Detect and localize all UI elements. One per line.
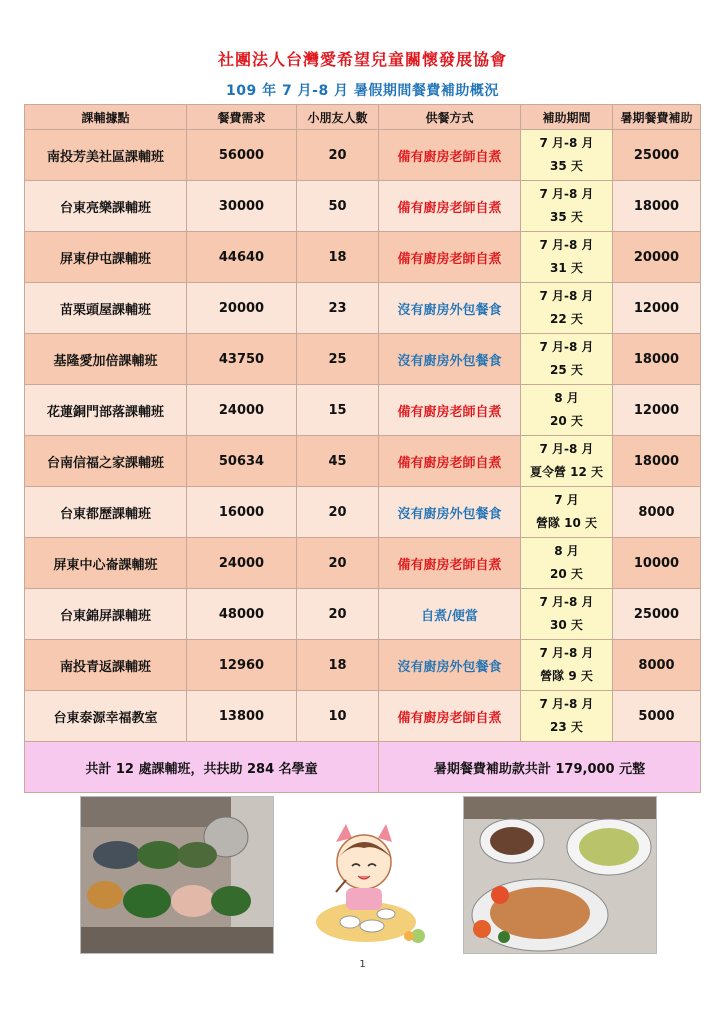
site-cell: 台東泰源幸福教室 <box>25 691 187 742</box>
column-header: 課輔據點 <box>25 105 187 130</box>
summary-students: 共計 12 處課輔班，共扶助 284 名學童 <box>25 742 379 793</box>
kids-count-cell: 18 <box>297 232 379 283</box>
site-cell: 台東亮樂課輔班 <box>25 181 187 232</box>
column-header: 餐費需求 <box>187 105 297 130</box>
food-photo-plates <box>463 796 657 954</box>
meal-need-cell: 13800 <box>187 691 297 742</box>
meal-method-cell: 沒有廚房外包餐食 <box>379 334 521 385</box>
meal-method-cell: 自煮/便當 <box>379 589 521 640</box>
period-line: 7 月-8 月 <box>539 238 594 252</box>
period-line: 7 月 <box>554 493 579 507</box>
column-header: 供餐方式 <box>379 105 521 130</box>
period-cell <box>521 334 613 385</box>
period-line: 31 天 <box>550 261 583 275</box>
period-line: 30 天 <box>550 618 583 632</box>
kids-count-cell: 50 <box>297 181 379 232</box>
period-line: 7 月-8 月 <box>539 289 594 303</box>
table-row <box>25 283 701 334</box>
period-cell <box>521 385 613 436</box>
table-row <box>25 232 701 283</box>
page-subtitle: 109 年 7 月-8 月 暑假期間餐費補助概況 <box>226 83 499 99</box>
meal-method-cell: 沒有廚房外包餐食 <box>379 487 521 538</box>
meal-need-cell: 20000 <box>187 283 297 334</box>
column-header: 暑期餐費補助 <box>613 105 701 130</box>
period-cell <box>521 283 613 334</box>
subsidy-cell: 8000 <box>613 640 701 691</box>
kids-count-cell: 20 <box>297 130 379 181</box>
table-row <box>25 334 701 385</box>
site-cell: 台南信福之家課輔班 <box>25 436 187 487</box>
period-line: 7 月-8 月 <box>539 187 594 201</box>
period-line: 7 月-8 月 <box>539 697 594 711</box>
kids-count-cell: 45 <box>297 436 379 487</box>
site-cell: 台東錦屏課輔班 <box>25 589 187 640</box>
table-row <box>25 181 701 232</box>
period-cell <box>521 130 613 181</box>
kids-count-cell: 20 <box>297 538 379 589</box>
period-cell <box>521 589 613 640</box>
meal-method-cell: 備有廚房老師自煮 <box>379 232 521 283</box>
site-cell: 苗栗頭屋課輔班 <box>25 283 187 334</box>
meal-need-cell: 24000 <box>187 385 297 436</box>
kids-count-cell: 15 <box>297 385 379 436</box>
table-row <box>25 640 701 691</box>
kids-count-cell: 18 <box>297 640 379 691</box>
subsidy-cell: 18000 <box>613 334 701 385</box>
kids-count-cell: 23 <box>297 283 379 334</box>
period-line: 35 天 <box>550 210 583 224</box>
site-cell: 南投芳美社區課輔班 <box>25 130 187 181</box>
table-row <box>25 385 701 436</box>
table-row <box>25 130 701 181</box>
meal-method-cell: 備有廚房老師自煮 <box>379 436 521 487</box>
period-line: 7 月-8 月 <box>539 136 594 150</box>
period-line: 夏令營 12 天 <box>529 465 604 479</box>
period-cell <box>521 232 613 283</box>
meal-need-cell: 43750 <box>187 334 297 385</box>
period-line: 7 月-8 月 <box>539 595 594 609</box>
meal-method-cell: 備有廚房老師自煮 <box>379 181 521 232</box>
subsidy-cell: 10000 <box>613 538 701 589</box>
period-line: 23 天 <box>550 720 583 734</box>
meal-need-cell: 56000 <box>187 130 297 181</box>
meal-method-cell: 沒有廚房外包餐食 <box>379 283 521 334</box>
period-cell <box>521 181 613 232</box>
subsidy-cell: 25000 <box>613 130 701 181</box>
site-cell: 台東都歷課輔班 <box>25 487 187 538</box>
kids-count-cell: 10 <box>297 691 379 742</box>
meal-subsidy-table <box>24 104 701 793</box>
meal-method-cell: 備有廚房老師自煮 <box>379 538 521 589</box>
period-cell <box>521 436 613 487</box>
subsidy-cell: 18000 <box>613 181 701 232</box>
period-line: 35 天 <box>550 159 583 173</box>
meal-need-cell: 24000 <box>187 538 297 589</box>
table-header-row <box>25 105 701 130</box>
subsidy-cell: 25000 <box>613 589 701 640</box>
meal-need-cell: 12960 <box>187 640 297 691</box>
period-line: 20 天 <box>550 567 583 581</box>
site-cell: 屏東伊屯課輔班 <box>25 232 187 283</box>
period-line: 20 天 <box>550 414 583 428</box>
subsidy-cell: 8000 <box>613 487 701 538</box>
site-cell: 屏東中心崙課輔班 <box>25 538 187 589</box>
food-photo-dishes <box>80 796 274 954</box>
period-line: 8 月 <box>554 544 579 558</box>
kids-count-cell: 25 <box>297 334 379 385</box>
summary-row <box>25 742 701 793</box>
table-row <box>25 538 701 589</box>
column-header: 補助期間 <box>521 105 613 130</box>
period-line: 7 月-8 月 <box>539 340 594 354</box>
period-cell <box>521 691 613 742</box>
period-cell <box>521 640 613 691</box>
table-row <box>25 691 701 742</box>
period-cell <box>521 487 613 538</box>
subsidy-cell: 12000 <box>613 385 701 436</box>
subsidy-cell: 20000 <box>613 232 701 283</box>
period-line: 25 天 <box>550 363 583 377</box>
period-cell <box>521 538 613 589</box>
subsidy-cell: 5000 <box>613 691 701 742</box>
cartoon-girl-eating-illustration <box>306 818 434 946</box>
table-row <box>25 436 701 487</box>
site-cell: 基隆愛加倍課輔班 <box>25 334 187 385</box>
summary-total: 暑期餐費補助款共計 179,000 元整 <box>379 742 701 793</box>
period-line: 7 月-8 月 <box>539 646 594 660</box>
period-line: 8 月 <box>554 391 579 405</box>
meal-need-cell: 16000 <box>187 487 297 538</box>
meal-need-cell: 48000 <box>187 589 297 640</box>
page-title: 社團法人台灣愛希望兒童關懷發展協會 <box>217 50 507 69</box>
period-line: 22 天 <box>550 312 583 326</box>
subsidy-cell: 12000 <box>613 283 701 334</box>
period-line: 營隊 9 天 <box>540 669 593 683</box>
meal-method-cell: 備有廚房老師自煮 <box>379 385 521 436</box>
meal-need-cell: 30000 <box>187 181 297 232</box>
table-row <box>25 589 701 640</box>
table-row <box>25 487 701 538</box>
meal-method-cell: 沒有廚房外包餐食 <box>379 640 521 691</box>
meal-method-cell: 備有廚房老師自煮 <box>379 691 521 742</box>
meal-need-cell: 44640 <box>187 232 297 283</box>
page-number: 1 <box>359 959 366 970</box>
site-cell: 南投青返課輔班 <box>25 640 187 691</box>
meal-method-cell: 備有廚房老師自煮 <box>379 130 521 181</box>
meal-need-cell: 50634 <box>187 436 297 487</box>
site-cell: 花蓮銅門部落課輔班 <box>25 385 187 436</box>
column-header: 小朋友人數 <box>297 105 379 130</box>
kids-count-cell: 20 <box>297 487 379 538</box>
kids-count-cell: 20 <box>297 589 379 640</box>
period-line: 營隊 10 天 <box>535 516 598 530</box>
subsidy-cell: 18000 <box>613 436 701 487</box>
period-line: 7 月-8 月 <box>539 442 594 456</box>
